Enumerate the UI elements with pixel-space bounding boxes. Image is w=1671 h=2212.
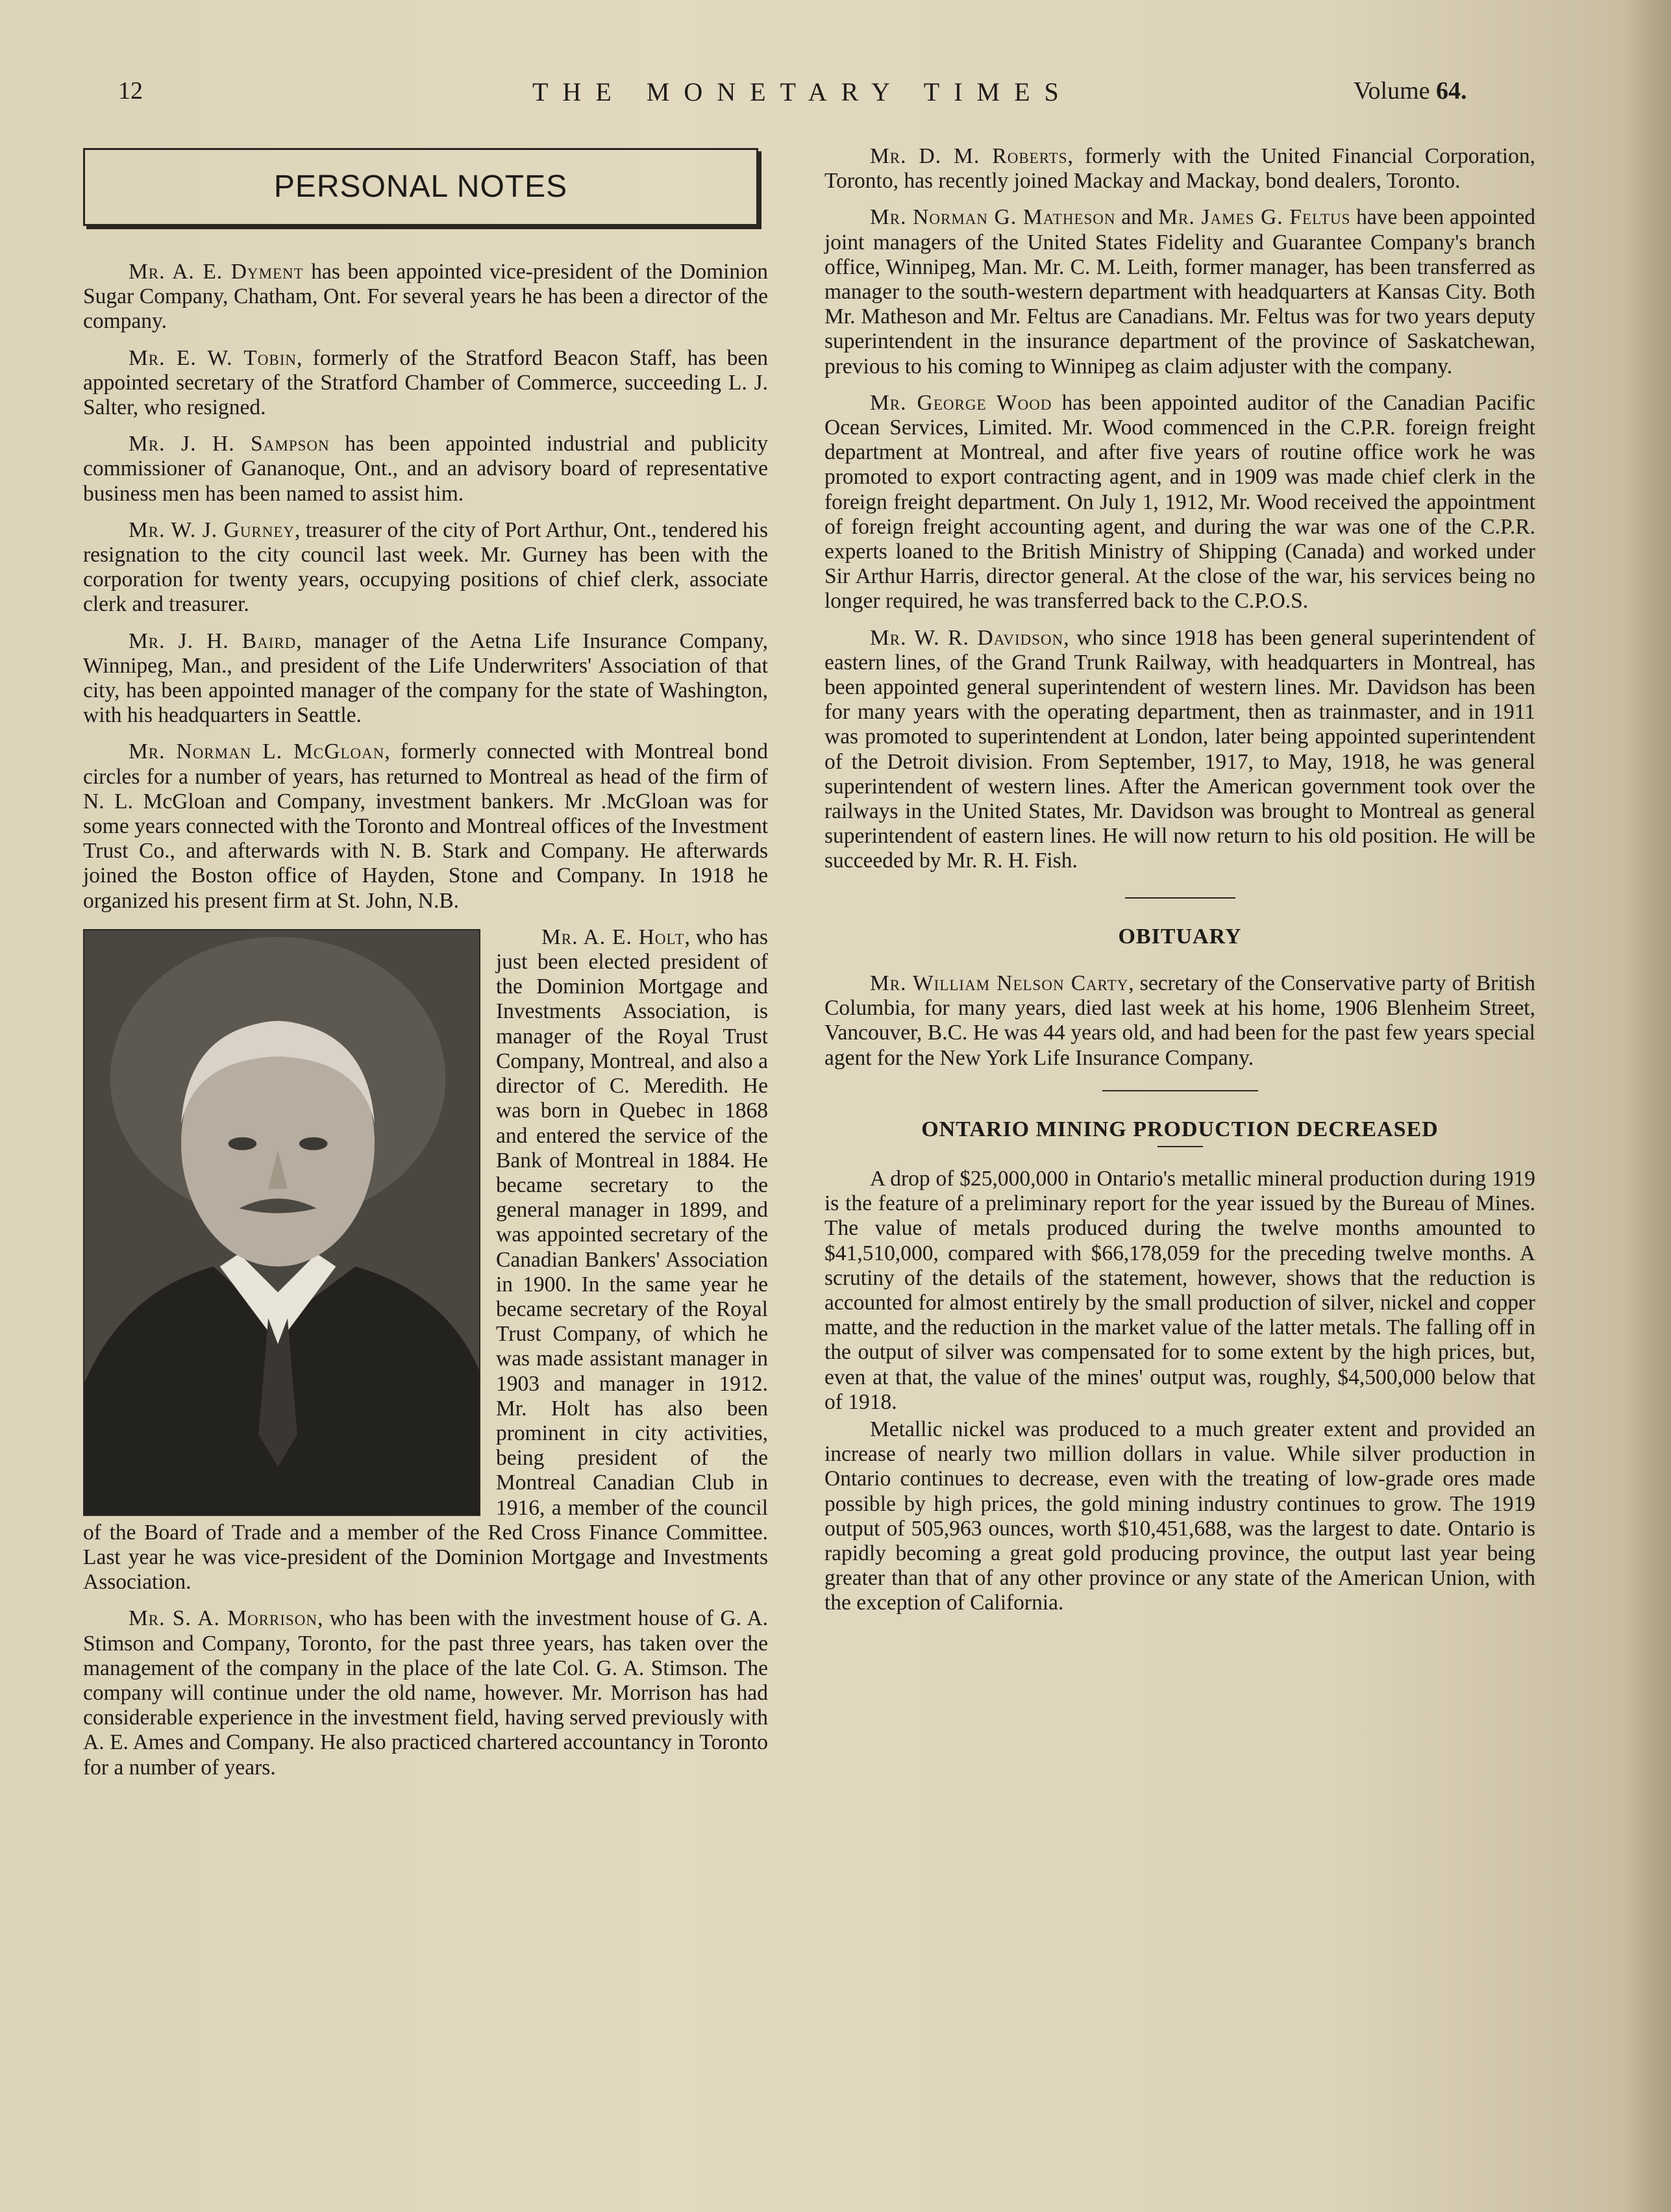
note-paragraph — [824, 391, 1535, 614]
note-text: , treasurer of the city of Port Arthur, Ont., tendered his resignation to the city council last week. Mr. Gurney has been with the corporation for twenty years, occupying positions of chief clerk, associate clerk and treasurer. — [83, 517, 768, 617]
volume-word: Volume — [1354, 77, 1430, 105]
note-text: has been appointed industrial and publicity commissioner of Gananoque, Ont., and an advisory board of representative business men has been named to assist him. — [83, 432, 768, 506]
volume-label — [1354, 77, 1467, 105]
person-name: Mr. A. E. Holt — [541, 925, 685, 949]
person-name: Mr. A. E. Dyment — [129, 260, 304, 284]
note-paragraph — [83, 518, 768, 617]
person-name: Mr. E. W. Tobin — [129, 345, 297, 370]
obituary-text: , secretary of the Conservative party of British Columbia, for many years, died last week at his home, 1906 Blenheim Street, Vancouver, B.C. He was 44 years old, and had been for the past few years special agent for the New York Life Insurance Company. — [824, 971, 1536, 1070]
personal-notes-heading: PERSONAL NOTES — [83, 148, 758, 226]
mining-paragraph: A drop of $25,000,000 in Ontario's metallic mineral production during 1919 is the feature of a preliminary report for the year issued by the Bureau of Mines. The value of metals produced during the twelve months amounted to $41,510,000, compared with $66,178,059 for the preceding twelve months. A scrutiny of the details of the statement, however, shows that the reduction is accounted for almost entirely by the small production of silver, nickel and copper matte, and the reduction in the market value of the latter metals. The falling off in the output of silver was compensated for to some extent by the high prices, but, even at that, the value of the mines' output was, roughly, $4,500,000 below that of 1918. — [824, 1166, 1535, 1414]
note-paragraph — [824, 626, 1535, 874]
note-paragraph — [824, 144, 1535, 193]
person-name: Mr. Norman L. McGloan — [129, 739, 385, 764]
heading-underline — [1157, 1146, 1203, 1147]
mining-heading: ONTARIO MINING PRODUCTION DECREASED — [921, 1117, 1439, 1141]
note-text: , formerly with the United Financial Corporation, Toronto, has recently joined Mackay and Mackay, bond dealers, Toronto. — [824, 144, 1535, 193]
note-text: and — [1115, 205, 1159, 230]
person-name: Mr. Norman G. Matheson — [870, 205, 1116, 230]
note-paragraph — [83, 1606, 768, 1780]
person-name: Mr. William Nelson Carty — [870, 971, 1129, 995]
note-text: , manager of the Aetna Life Insurance Company, Winnipeg, Man., and president of the Life Underwriters' Association of that city, has been appointed manager of the company for the state of Washington, with his headquarters in Seattle. — [83, 628, 769, 728]
obituary-paragraph — [824, 971, 1535, 1071]
note-text: have been appointed joint managers of the United States Fidelity and Guarantee Company's branch office, Winnipeg, Man. Mr. C. M. Leith, former manager, has been transferred as manager to the south-western department with headquarters at Kansas City. Both Mr. Matheson and Mr. Feltus are Canadians. Mr. Feltus was for two years deputy superintendent in the insurance department of the province of Saskatchewan, previous to his coming to Winnipeg as claim adjuster with the company. — [824, 205, 1536, 379]
note-text: , formerly of the Stratford Beacon Staff, has been appointed secretary of the Stratford Chamber of Commerce, succeeding L. J. Salter, who resigned. — [83, 345, 768, 420]
page-number: 12 — [118, 77, 143, 105]
person-name: Mr. J. H. Sampson — [129, 432, 330, 456]
portrait-photo — [83, 929, 480, 1516]
person-name: Mr. D. M. Roberts — [870, 144, 1068, 168]
note-paragraph — [83, 432, 768, 506]
publication-title: THE MONETARY TIMES — [532, 77, 1073, 106]
note-text: , who has just been elected president of the Dominion Mortgage and Investments Association, is manager of the Royal Trust Company, Montreal, and also a director of C. Meredith. He was born in Quebec in 1868 and entered the service of the Bank of Montreal in 1884. He became secretary to the general manager in 1899, and was appointed secretary of the Canadian Bankers' Association in 1900. In the same year he became secretary of the Royal Trust Company, of which he was made assistant manager in 1903 and manager in 1912. Mr. Holt has also been prominent in city activities, being president of the Montreal Canadian Club in 1916, a member of the council of the Board of Trade and a member of the Red Cross Finance Committee. Last year he was vice-president of the Dominion Mortgage and Investments Association. — [83, 925, 768, 1595]
person-name: Mr. W. J. Gurney — [129, 517, 295, 542]
section-divider — [1125, 897, 1235, 899]
person-name: Mr. J. H. Baird — [129, 628, 297, 653]
note-text: has been appointed vice-president of the Dominion Sugar Company, Chatham, Ont. For several years he has been a director of the company. — [83, 260, 768, 334]
person-name: Mr. James G. Feltus — [1158, 205, 1351, 230]
holt-paragraph — [83, 925, 768, 1595]
note-paragraph — [83, 629, 768, 728]
portrait-illustration — [84, 930, 479, 1515]
volume-number: 64. — [1436, 77, 1467, 105]
note-text: , who has been with the investment house of G. A. Stimson and Company, Toronto, for the past three years, has taken over the management of the company in the place of the late Col. G. A. Stimson. The company will continue under the old name, however. Mr. Morrison has had considerable experience in the investment field, having served previously with A. E. Ames and Company. He also practiced chartered accountancy in Toronto for a number of years. — [83, 1606, 768, 1780]
left-column — [83, 148, 768, 1792]
obituary-heading: OBITUARY — [1118, 924, 1242, 949]
note-paragraph — [83, 346, 768, 421]
note-paragraph — [824, 205, 1535, 379]
note-paragraph — [83, 739, 768, 913]
note-text: , who since 1918 has been general superintendent of eastern lines, of the Grand Trunk Railway, with headquarters in Montreal, has been appointed general superintendent of western lines. Mr. Davidson has been for many years with the operating department, then as trainmaster, and in 1911 was promoted to superintendent at London, later being appointed superintendent of the Detroit division. From September, 1917, to May, 1918, he was general superintendent of western lines. After the American government took over the railways in the United States, Mr. Davidson was brought to Montreal as general superintendent of eastern lines. He will now return to his old position. He will be succeeded by Mr. R. H. Fish. — [824, 625, 1536, 873]
person-name: Mr. George Wood — [870, 390, 1052, 415]
mining-paragraph: Metallic nickel was produced to a much greater extent and provided an increase of nearly two million dollars in value. While silver production in Ontario continues to decrease, even with the treating of low-grade ores made possible by high prices, the gold mining industry continues to grow. The 1919 output of 505,963 ounces, worth $10,451,688, was the largest to date. Ontario is rapidly becoming a great gold producing province, the output last year being greater than that of any other province or any state of the American Union, with the exception of California. — [824, 1417, 1535, 1615]
section-divider — [1102, 1090, 1258, 1091]
person-name: Mr. S. A. Morrison — [129, 1606, 317, 1631]
note-paragraph — [83, 260, 768, 334]
person-name: Mr. W. R. Davidson — [870, 625, 1064, 650]
note-text: has been appointed auditor of the Canadian Pacific Ocean Services, Limited. Mr. Wood commenced in the C.P.R. foreign freight department at Montreal, and after five years of routine office work he was promoted to export contracting agent, and in 1909 was made chief clerk in the foreign freight department. On July 1, 1912, Mr. Wood received the appointment of foreign freight accounting agent, and during the war was one of the C.P.R. experts loaned to the British Ministry of Shipping (Canada) and worked under Sir Arthur Harris, director general. At the close of the war, his services being no longer required, he was transferred back to the C.P.O.S. — [824, 390, 1535, 614]
right-column — [824, 144, 1535, 1628]
note-text: , formerly connected with Montreal bond circles for a number of years, has returned to Montreal as head of the firm of N. L. McGloan and Company, investment bankers. Mr .McGloan was for some years connected with the Toronto and Montreal offices of the Investment Trust Co., and afterwards with N. B. Stark and Company. He afterwards joined the Boston office of Hayden, Stone and Company. In 1918 he organized his present firm at St. John, N.B. — [83, 739, 768, 913]
